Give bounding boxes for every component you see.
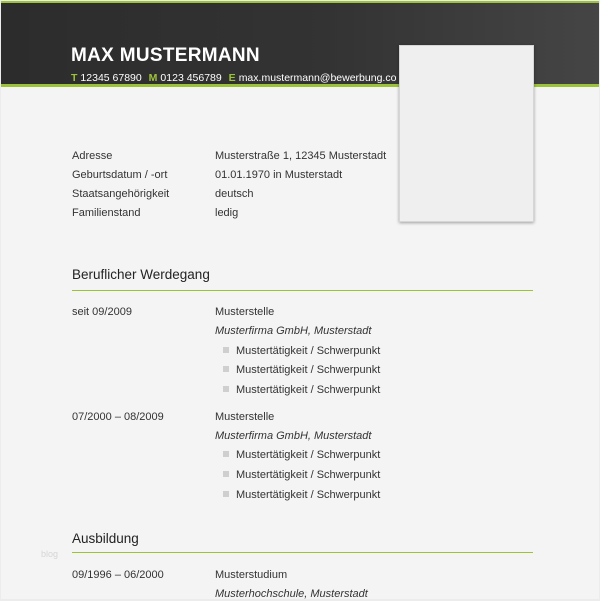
education-degree: Musterstudium <box>215 569 288 581</box>
education-heading: Ausbildung <box>72 531 139 546</box>
address-label: Adresse <box>72 150 113 162</box>
task-text: Mustertätigkeit / Schwerpunkt <box>236 364 381 376</box>
bullet-square-icon <box>223 451 229 457</box>
birth-value: 01.01.1970 in Musterstadt <box>215 169 343 181</box>
career-position: Musterstelle <box>215 306 275 318</box>
bullet-square-icon <box>223 471 229 477</box>
birth-label: Geburtsdatum / -ort <box>72 169 168 181</box>
task-text: Mustertätigkeit / Schwerpunkt <box>236 489 381 501</box>
education-rule <box>72 552 533 553</box>
phone-value: 12345 67890 <box>80 72 142 84</box>
career-company: Musterfirma GmbH, Musterstadt <box>215 430 372 442</box>
bullet-square-icon <box>223 347 229 353</box>
task-item <box>223 384 380 396</box>
career-period: seit 09/2009 <box>72 306 132 318</box>
task-item <box>223 449 380 461</box>
bullet-square-icon <box>223 491 229 497</box>
email-value: max.mustermann@bewerbung.co <box>238 72 397 84</box>
task-text: Mustertätigkeit / Schwerpunkt <box>236 469 381 481</box>
education-period: 09/1996 – 06/2000 <box>72 569 164 581</box>
nationality-value: deutsch <box>215 188 254 200</box>
task-text: Mustertätigkeit / Schwerpunkt <box>236 449 381 461</box>
mobile-value: 0123 456789 <box>160 72 222 84</box>
task-item <box>223 364 380 376</box>
career-company: Musterfirma GmbH, Musterstadt <box>215 325 372 337</box>
mobile-key: M <box>148 72 158 84</box>
task-text: Mustertätigkeit / Schwerpunkt <box>236 384 381 396</box>
cv-page <box>1 1 599 599</box>
nationality-label: Staatsangehörigkeit <box>72 188 170 200</box>
bullet-square-icon <box>223 386 229 392</box>
education-school: Musterhochschule, Musterstadt <box>215 588 368 599</box>
career-rule <box>72 290 533 291</box>
task-item <box>223 469 380 481</box>
task-text: Mustertätigkeit / Schwerpunkt <box>236 345 381 357</box>
marital-value: ledig <box>215 207 239 219</box>
applicant-name: MAX MUSTERMANN <box>71 45 260 66</box>
career-position: Musterstelle <box>215 411 275 423</box>
career-heading: Beruflicher Werdegang <box>72 267 210 282</box>
bullet-square-icon <box>223 366 229 372</box>
address-value: Musterstraße 1, 12345 Musterstadt <box>215 150 387 162</box>
career-period: 07/2000 – 08/2009 <box>72 411 164 423</box>
task-item <box>223 345 380 357</box>
email-key: E <box>228 72 236 84</box>
phone-key: T <box>71 72 78 84</box>
watermark-text: blog <box>41 549 59 559</box>
task-item <box>223 489 380 501</box>
marital-label: Familienstand <box>72 207 141 219</box>
contact-line <box>71 72 400 84</box>
photo-placeholder <box>399 45 534 222</box>
